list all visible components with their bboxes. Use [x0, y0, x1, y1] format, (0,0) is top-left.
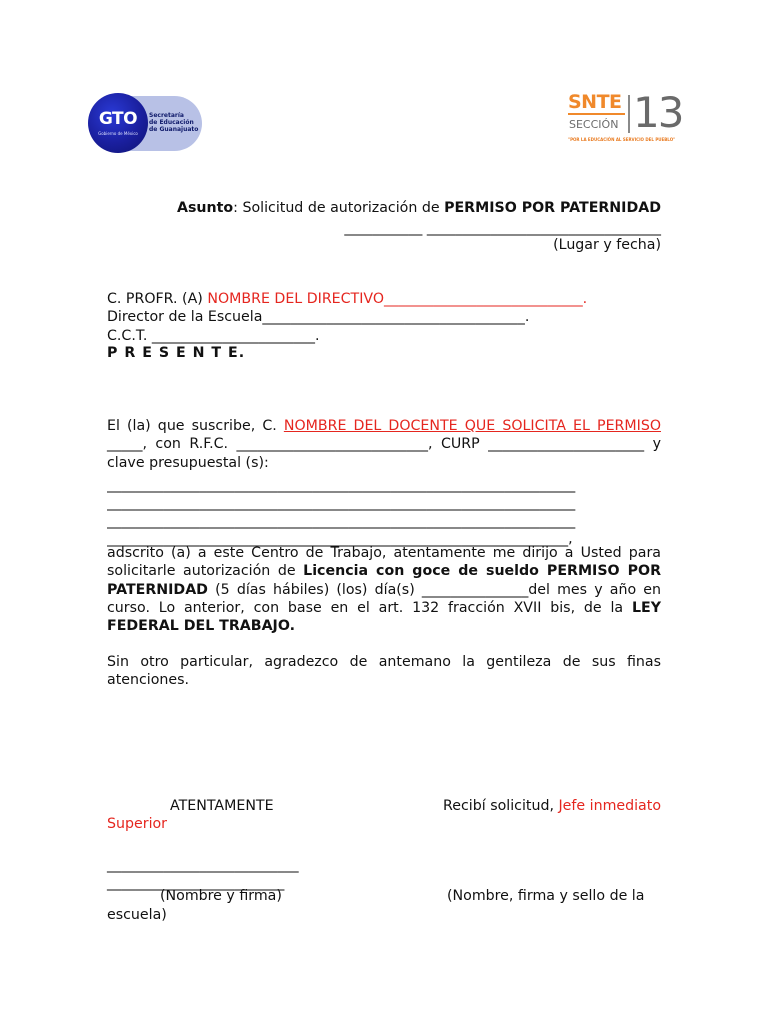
- atentamente-label: ATENTAMENTE: [170, 798, 274, 814]
- recipient-line: [107, 291, 667, 307]
- body-paragraph-1: [107, 417, 661, 472]
- signature-line-2: _________________________: [107, 875, 285, 891]
- seg-text-line: Secretaría: [149, 112, 184, 119]
- gto-subtext: Gobierno de México: [98, 131, 138, 136]
- teacher-name-placeholder: NOMBRE DEL DOCENTE QUE SOLICITA EL PERMISO: [283, 418, 661, 434]
- director-name-blank: ____________________________.: [384, 291, 588, 307]
- seg-text-line: de Guanajuato: [149, 126, 199, 133]
- body-request-text: adscrito (a) a este Centro de Trabajo, atentamente me dirijo a Usted para solicitarle autorización de: [107, 545, 661, 580]
- gto-logo-icon: [88, 93, 148, 153]
- supervisor-placeholder-cont: Superior: [107, 816, 168, 832]
- director-name-placeholder: NOMBRE DEL DIRECTIVO: [207, 291, 385, 307]
- body-rfc-curp: _____, con R.F.C. ___________________________, CURP ______________________ y clave presupuestal (s):: [107, 436, 661, 471]
- snte-brand: SNTE: [568, 91, 622, 113]
- body-paragraph-2: [107, 544, 661, 635]
- body-paragraph-3: Sin otro particular, agradezco de antemano la gentileza de sus finas atenciones.: [107, 654, 661, 689]
- gto-text: GTO: [98, 109, 138, 129]
- cct-line: C.C.T. _______________________.: [107, 328, 320, 344]
- snte-divider: [628, 95, 630, 133]
- blank-line: __________________________________________________________________: [107, 513, 576, 529]
- blank-line: __________________________________________________________________: [107, 477, 576, 493]
- body-days-text: (5 días hábiles) (los) día(s) _______________del mes y año en curso. Lo anterior, con base en el art. 132 fracción XVII bis, de la: [107, 581, 661, 616]
- body-intro: El (la) que suscribe, C.: [107, 418, 284, 434]
- received-line: [380, 798, 661, 814]
- school-label: escuela): [107, 907, 167, 923]
- body-law-bold: LEY FEDERAL DEL TRABAJO.: [107, 599, 661, 635]
- subject-bold: PERMISO POR PATERNIDAD: [444, 200, 661, 216]
- subject-text: : Solicitud de autorización de: [233, 200, 445, 216]
- signature-line-1: ___________________________: [107, 857, 299, 873]
- received-label: Recibí solicitud,: [443, 798, 559, 814]
- snte-section-number: 13: [633, 88, 683, 137]
- supervisor-placeholder: Jefe inmediato: [558, 798, 661, 814]
- recipient-prefix: C. PROFR. (A): [107, 291, 208, 307]
- body-license-bold: Licencia con goce de sueldo PERMISO POR PATERNIDAD: [107, 563, 661, 598]
- name-signature-label: (Nombre y firma): [160, 888, 282, 904]
- blank-line: __________________________________________________________________: [107, 495, 576, 511]
- presente-heading: P R E S E N T E.: [107, 345, 246, 361]
- snte-underline: [568, 113, 625, 115]
- place-date-label: (Lugar y fecha): [553, 237, 661, 253]
- subject-line: [107, 200, 661, 216]
- snte-section-label: SECCIÓN: [569, 118, 619, 131]
- place-date-blank: ___________ _________________________________: [344, 220, 661, 236]
- director-school-line: Director de la Escuela_____________________________________.: [107, 309, 530, 325]
- blank-line: _________________________________________________________________,: [107, 531, 573, 547]
- seg-text-line: de Educación: [149, 119, 194, 126]
- snte-motto: "POR LA EDUCACIÓN AL SERVICIO DEL PUEBLO": [568, 137, 676, 142]
- seg-logo: [88, 93, 202, 153]
- seg-text: [149, 112, 199, 133]
- snte-logo: [566, 88, 683, 146]
- name-signature-seal-label: (Nombre, firma y sello de la: [447, 888, 645, 904]
- subject-label: Asunto: [177, 200, 234, 216]
- blank-lines: [107, 476, 661, 548]
